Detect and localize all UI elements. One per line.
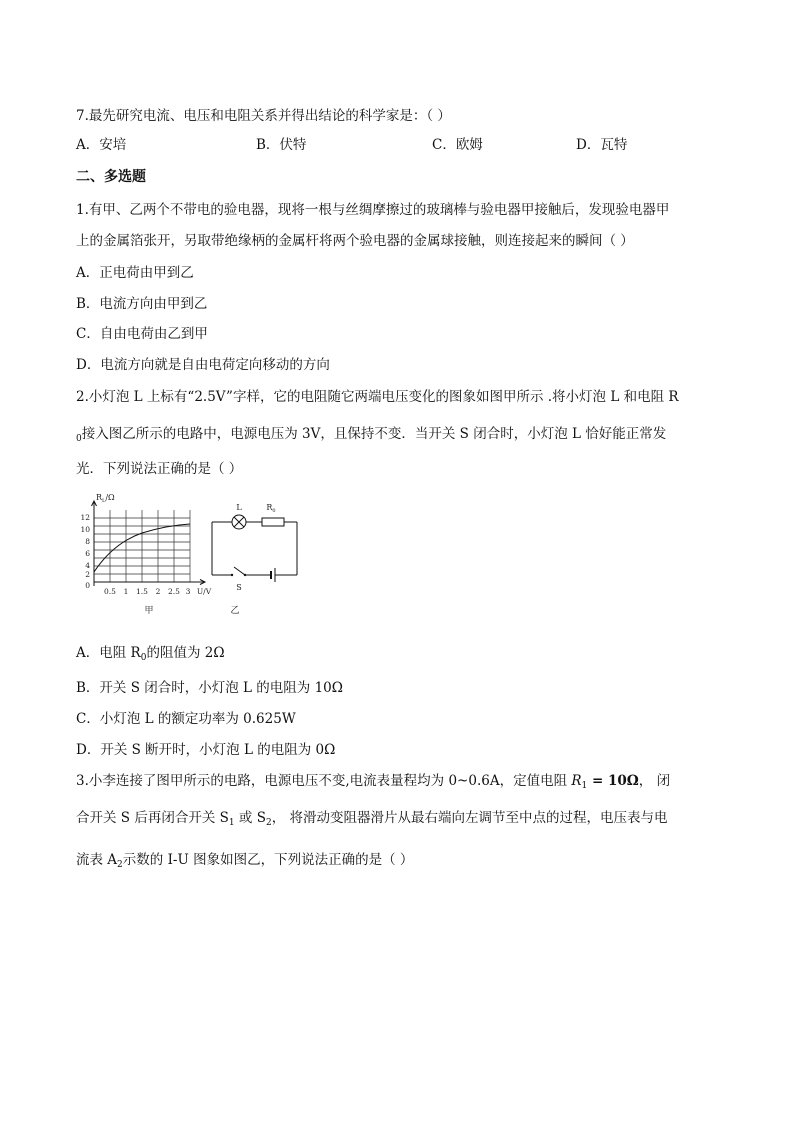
mq3-line1-post: ， 闭 bbox=[638, 773, 671, 789]
mq2-option-a-pre: A．电阻 R bbox=[76, 645, 141, 661]
graph-xtick: 3 bbox=[185, 587, 191, 596]
graph-caption: 甲 bbox=[144, 606, 154, 616]
figure-graph-jia bbox=[76, 488, 216, 618]
mq3-stem-line3 bbox=[76, 848, 413, 870]
mq1-option-d: D．电流方向就是自由电荷定向移动的方向 bbox=[76, 357, 330, 373]
graph-ytick: 8 bbox=[85, 537, 90, 546]
resistor-label: $R_0$ bbox=[266, 503, 276, 514]
q7-stem: 7.最先研究电流、电压和电阻关系并得出结论的科学家是：（ ） bbox=[76, 108, 451, 124]
figure-circuit-yi bbox=[205, 496, 305, 618]
circuit-caption: 乙 bbox=[230, 606, 240, 616]
graph-ytick: 10 bbox=[80, 525, 90, 534]
r1-value: = 10Ω bbox=[587, 773, 639, 789]
graph-xtick: 1.5 bbox=[136, 587, 148, 596]
graph-xtick: 2 bbox=[155, 587, 161, 596]
mq2-option-a-post: 的阻值为 2Ω bbox=[146, 645, 225, 661]
graph-xtick: 2.5 bbox=[168, 587, 180, 596]
switch-symbol bbox=[234, 567, 245, 575]
mq2-stem-line3: 光．下列说法正确的是（ ） bbox=[76, 461, 243, 477]
mq1-stem-line1: 1.有甲、乙两个不带电的验电器，现将一根与丝绸摩擦过的玻璃棒与验电器甲接触后，发现验电器甲 bbox=[76, 202, 670, 218]
r1-symbol: R bbox=[571, 773, 582, 789]
mq1-option-b: B．电流方向由甲到乙 bbox=[76, 296, 208, 312]
mq2-option-a bbox=[76, 641, 225, 663]
mq3-line2-mid: 或 S bbox=[234, 810, 266, 826]
graph-ytick: 0 bbox=[85, 581, 90, 590]
mq1-option-c: C．自由电荷由乙到甲 bbox=[76, 326, 208, 342]
graph-xtick: 0.5 bbox=[104, 587, 116, 596]
graph-ylabel: $R_L/\Omega$ bbox=[96, 493, 115, 504]
q7-option-c: C．欧姆 bbox=[432, 137, 483, 153]
mq3-line3-post: 示数的 I-U 图象如图乙，下列说法正确的是（ ） bbox=[122, 852, 414, 868]
q7-option-a: A．安培 bbox=[76, 137, 127, 153]
mq3-line1-pre: 3.小李连接了图甲所示的电路，电源电压不变,电流表量程均为 0~0.6A，定值电阻 bbox=[76, 773, 572, 789]
resistor-symbol bbox=[262, 518, 284, 526]
section-title: 二、多选题 bbox=[76, 169, 146, 185]
mq3-stem-line1 bbox=[76, 769, 670, 791]
mq2-option-c: C．小灯泡 L 的额定功率为 0.625W bbox=[76, 711, 296, 727]
q7-options bbox=[76, 133, 716, 153]
graph-xlabel: U/V bbox=[196, 587, 212, 596]
a2-subscript: 2 bbox=[117, 860, 123, 870]
graph-ytick: 12 bbox=[80, 513, 90, 522]
lamp-label: L bbox=[236, 503, 242, 512]
graph-ytick: 2 bbox=[85, 570, 90, 579]
r0-subscript: 0 bbox=[76, 434, 82, 444]
s2-subscript: 2 bbox=[265, 818, 272, 828]
switch-label: S bbox=[236, 583, 242, 592]
q7-option-b: B．伏特 bbox=[256, 137, 307, 153]
mq3-stem-line2 bbox=[76, 806, 667, 828]
mq3-line2-pre: 合开关 S 后再闭合开关 S bbox=[76, 810, 229, 826]
graph-ytick: 6 bbox=[85, 549, 90, 558]
mq2-stem-line2-text: 接入图乙所示的电路中，电源电压为 3V，且保持不变．当开关 S 闭合时，小灯泡 L 恰好能正常发 bbox=[81, 426, 667, 442]
mq2-stem-line2 bbox=[76, 422, 666, 444]
mq2-option-a-sub: 0 bbox=[140, 653, 147, 663]
graph-ytick: 4 bbox=[85, 561, 90, 570]
mq1-option-a: A．正电荷由甲到乙 bbox=[76, 265, 194, 281]
mq3-line2-post: ， 将滑动变阻器滑片从最右端向左调节至中点的过程，电压表与电 bbox=[271, 810, 668, 826]
s1-subscript: 1 bbox=[228, 818, 235, 828]
q7-option-d: D．瓦特 bbox=[576, 137, 628, 153]
graph-xtick: 1 bbox=[123, 587, 129, 596]
mq2-stem-line1: 2.小灯泡 L 上标有“2.5V”字样，它的电阻随它两端电压变化的图象如图甲所示 .将小灯泡 L 和电阻 R bbox=[76, 389, 679, 405]
mq2-option-b: B．开关 S 闭合时，小灯泡 L 的电阻为 10Ω bbox=[76, 680, 343, 696]
mq2-option-d: D．开关 S 断开时，小灯泡 L 的电阻为 0Ω bbox=[76, 742, 336, 758]
r1-subscript: 1 bbox=[581, 781, 588, 791]
mq1-stem-line2: 上的金属箔张开，另取带绝缘柄的金属杆将两个验电器的金属球接触，则连接起来的瞬间（ ） bbox=[76, 233, 634, 249]
mq3-line3-pre: 流表 A bbox=[76, 852, 118, 868]
